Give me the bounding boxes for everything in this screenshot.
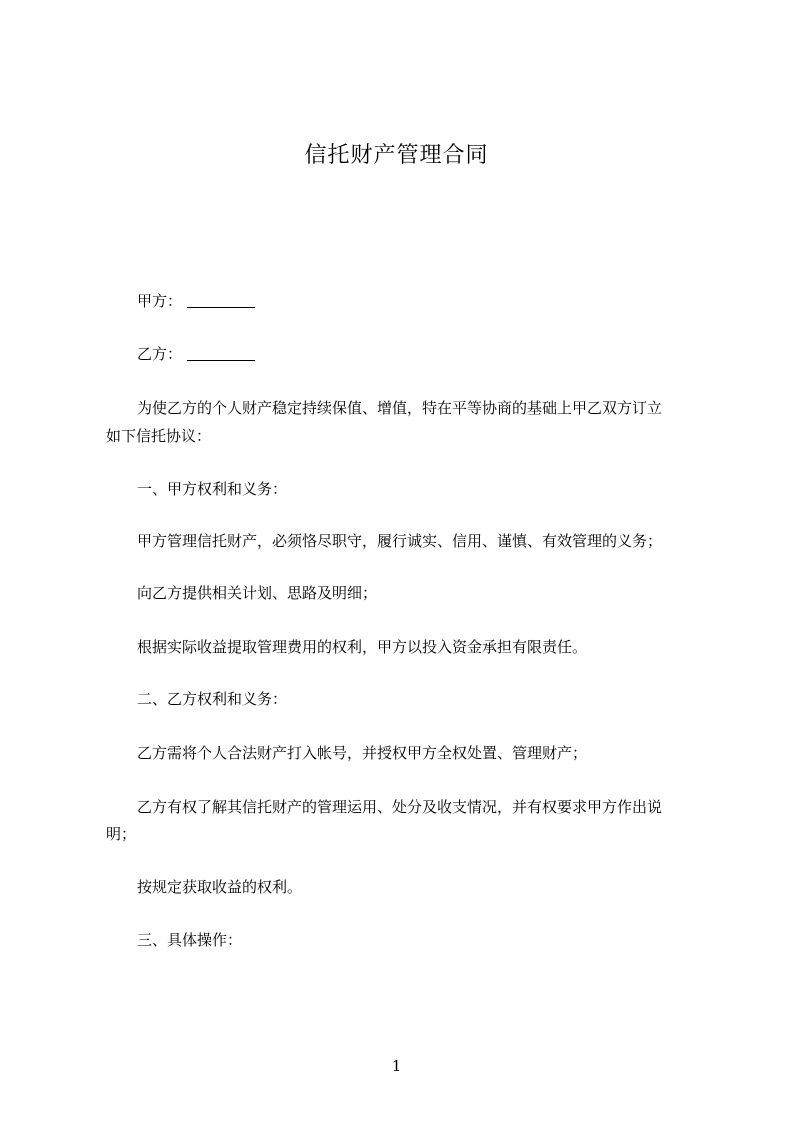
- page-number: 1: [391, 1057, 402, 1075]
- document-title: 信托财产管理合同: [304, 143, 489, 168]
- section-2-item-2-line-1: 乙方有权了解其信托财产的管理运用、处分及收支情况，并有权要求甲方作出说: [137, 798, 663, 816]
- section-1-item-1: 甲方管理信托财产，必须恪尽职守，履行诚实、信用、谨慎、有效管理的义务；: [137, 532, 663, 550]
- party-b-blank-line: [187, 359, 255, 361]
- section-2-item-1: 乙方需将个人合法财产打入帐号，并授权甲方全权处置、管理财产；: [137, 744, 588, 762]
- section-2-item-3: 按规定获取收益的权利。: [137, 878, 303, 896]
- section-1-item-3: 根据实际收益提取管理费用的权利，甲方以投入资金承担有限责任。: [137, 638, 588, 656]
- section-2-heading: 二、乙方权利和义务：: [137, 690, 288, 708]
- party-a-label: 甲方：: [137, 292, 183, 310]
- party-b-label: 乙方：: [137, 345, 183, 363]
- intro-paragraph-line-2: 如下信托协议：: [106, 427, 212, 445]
- intro-paragraph-line-1: 为使乙方的个人财产稳定持续保值、增值，特在平等协商的基础上甲乙双方订立: [137, 399, 663, 417]
- section-3-heading: 三、具体操作：: [137, 931, 243, 949]
- party-a-blank-line: [187, 306, 255, 308]
- section-2-item-2-line-2: 明；: [106, 825, 137, 843]
- section-1-heading: 一、甲方权利和义务：: [137, 480, 288, 498]
- section-1-item-2: 向乙方提供相关计划、思路及明细；: [137, 584, 378, 602]
